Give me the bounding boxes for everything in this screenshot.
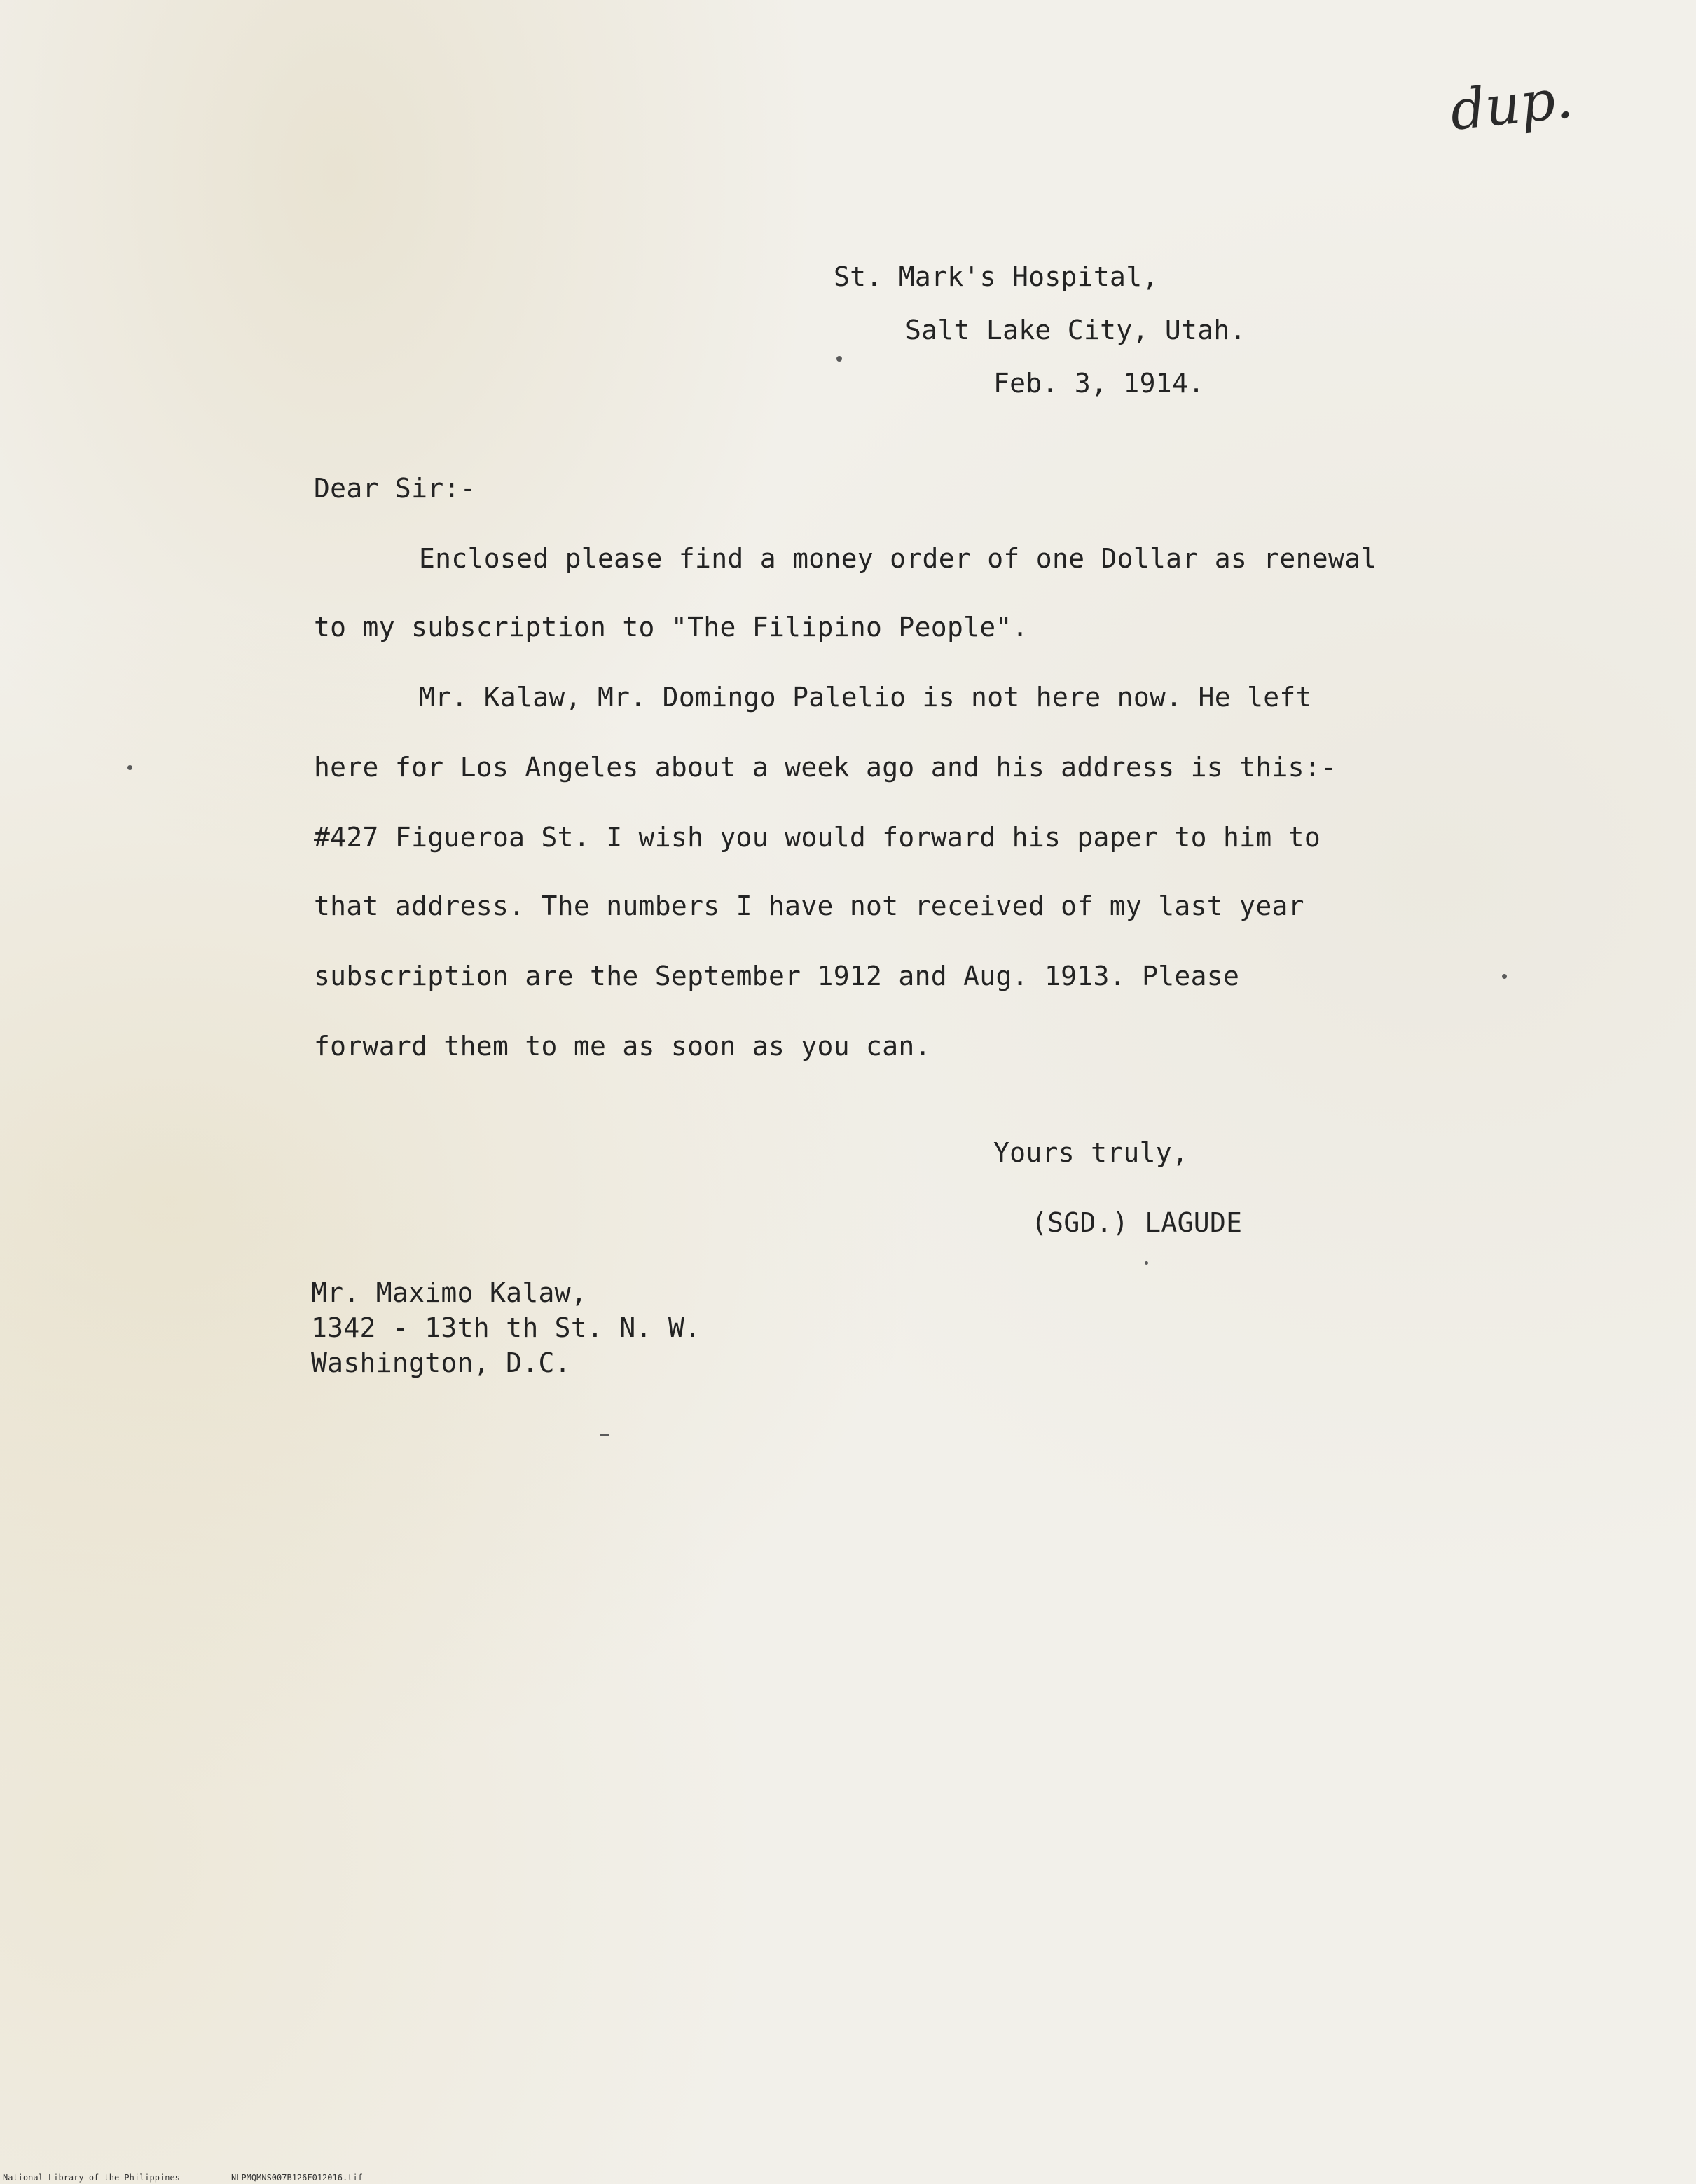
- body-line: Mr. Kalaw, Mr. Domingo Palelio is not here now. He left: [419, 682, 1312, 713]
- body-line: to my subscription to "The Filipino People".: [314, 612, 1028, 643]
- paper-speck: [1145, 1261, 1148, 1265]
- paper-speck: [127, 765, 132, 770]
- recipient-city: Washington, D.C.: [311, 1347, 571, 1378]
- archive-credit: National Library of the Philippines: [3, 2173, 180, 2183]
- handwritten-annotation: dup.: [1447, 67, 1576, 143]
- valediction: Yours truly,: [993, 1137, 1189, 1168]
- paper-speck: [836, 356, 842, 362]
- body-line: that address. The numbers I have not received of my last year: [314, 891, 1304, 921]
- salutation: Dear Sir:-: [314, 473, 476, 504]
- archive-file-id: NLPMQMNS007B126F012016.tif: [231, 2173, 363, 2183]
- body-line: #427 Figueroa St. I wish you would forward his paper to him to: [314, 822, 1321, 853]
- signature: (SGD.) LAGUDE: [1031, 1207, 1243, 1238]
- body-line: here for Los Angeles about a week ago and his address is this:-: [314, 752, 1337, 783]
- paper-speck: [1502, 974, 1507, 979]
- body-line: forward them to me as soon as you can.: [314, 1031, 931, 1062]
- paper-speck: [600, 1434, 609, 1436]
- sender-institution: St. Mark's Hospital,: [834, 261, 1159, 292]
- recipient-street: 1342 - 13th th St. N. W.: [311, 1312, 701, 1343]
- sender-city: Salt Lake City, Utah.: [905, 315, 1246, 345]
- recipient-name: Mr. Maximo Kalaw,: [311, 1277, 588, 1308]
- body-line: Enclosed please find a money order of one Dollar as renewal: [419, 543, 1377, 574]
- body-line: subscription are the September 1912 and Aug. 1913. Please: [314, 961, 1240, 991]
- letter-date: Feb. 3, 1914.: [993, 368, 1205, 399]
